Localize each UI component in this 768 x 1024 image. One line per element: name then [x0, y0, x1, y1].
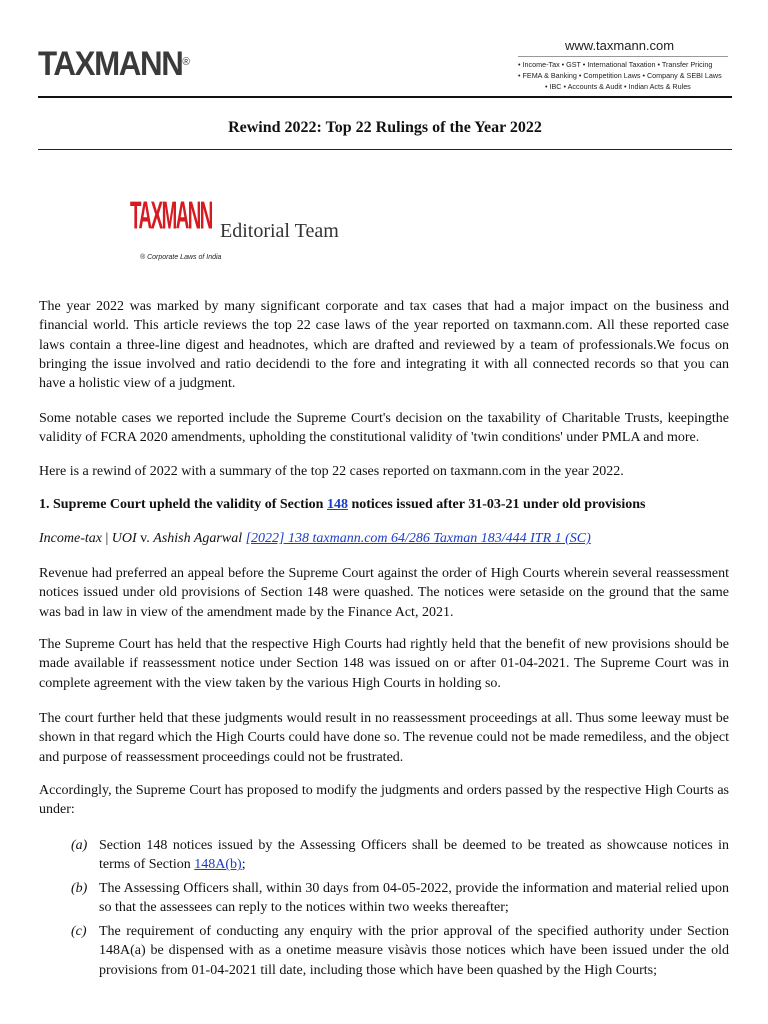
taxmann-red-logo	[130, 194, 222, 266]
practice-areas-line-1: • Income-Tax • GST • International Taxation • Transfer Pricing	[518, 60, 713, 69]
red-logo-text: TAXMANN	[130, 194, 212, 238]
page-title: Rewind 2022: Top 22 Rulings of the Year 2022	[228, 119, 542, 136]
case-1-paragraph-4: Accordingly, the Supreme Court has proposed to modify the judgments and orders passed by the respective High Courts as under:	[39, 783, 729, 818]
divider	[518, 56, 728, 57]
intro-paragraph-1: The year 2022 was marked by many significant corporate and tax cases that had a major impact on the business and financial world. This article reviews the top 22 case laws of the year reported on taxmann.com. All these reported case laws contain a three-line digest and headnotes, which are drafted and reviewed by a team of professionals.We focus on bringing the issue involved and ratio decidendi to the fore and integrating it with all connected records so that you can have a holistic view of a judgment.	[39, 299, 729, 392]
list-label: (b)	[71, 881, 88, 896]
list-text: The requirement of conducting any enquiry with the prior approval of the specified authority under Section 148A(a) be dispensed with as a onetime measure visàvis those notices which have been issued under the old provisions from 01-04-2021 till date, including those which have been quashed by the High Courts;	[99, 924, 729, 978]
practice-areas-line-3: • IBC • Accounts & Audit • Indian Acts & Rules	[545, 82, 691, 91]
author-label: Editorial Team	[220, 220, 339, 242]
list-item	[71, 836, 729, 876]
case-1-heading: 1. Supreme Court upheld the validity of Section 148 notices issued after 31-03-21 under old provisions	[39, 497, 646, 512]
case-1-paragraph-1: Revenue had preferred an appeal before the Supreme Court against the order of High Courts wherein several reassessment notices issued under old provisions of Section 148 were quashed. The notices were setaside on the ground that the same was bad in law in view of the amendment made by the Finance Act, 2021.	[39, 566, 729, 620]
registered-mark: ®	[182, 56, 190, 68]
list-text: The Assessing Officers shall, within 30 days from 04-05-2022, provide the information and material relied upon so that the assessees can reply to the notices within two weeks thereafter;	[99, 881, 729, 916]
case-1-citation: Income-tax | UOI v. Ashish Agarwal [2022] 138 taxmann.com 64/286 Taxman 183/444 ITR 1 (SC)	[39, 531, 591, 546]
taxmann-logo[interactable]	[38, 44, 190, 84]
list-text: Section 148 notices issued by the Assessing Officers shall be deemed to be treated as showcause notices in terms of Section 148A(b);	[99, 838, 729, 873]
site-url[interactable]: www.taxmann.com	[565, 38, 675, 53]
section-148-link[interactable]: 148	[326, 497, 348, 512]
logo-text: TAXMANN	[38, 45, 183, 83]
logo-tagline: ® Corporate Laws of India	[140, 254, 222, 261]
intro-paragraph-2: Some notable cases we reported include the Supreme Court's decision on the taxability of Charitable Trusts, keepingthe validity of FCRA 2020 amendments, upholding the constitutional validity of 'twin conditions' under PMLA and more.	[39, 411, 729, 446]
section-148a-b-link[interactable]: 148A(b)	[194, 857, 242, 873]
title-rule	[38, 149, 732, 150]
practice-areas-line-2: • FEMA & Banking • Competition Laws • Company & SEBI Laws	[518, 71, 722, 80]
citation-link[interactable]: [2022] 138 taxmann.com 64/286 Taxman 183/444 ITR 1 (SC)	[245, 531, 591, 546]
list-item	[71, 922, 729, 982]
intro-paragraph-3: Here is a rewind of 2022 with a summary of the top 22 cases reported on taxmann.com in the year 2022.	[39, 464, 624, 479]
header-rule	[38, 96, 732, 98]
list-label: (c)	[71, 924, 87, 939]
list-label: (a)	[71, 838, 88, 853]
case-1-paragraph-3: The court further held that these judgments would result in no reassessment proceedings at all. Thus some leeway must be shown in that regard which the High Courts could have done so. The revenue could not be made remediless, and the object and purpose of reassessment proceedings could not be frustrated.	[39, 711, 729, 765]
list-item	[71, 879, 729, 919]
case-1-paragraph-2: The Supreme Court has held that the respective High Courts had rightly held that the benefit of new provisions should be made available if reassessment notice under Section 148 was issued on or after 01-04-2021. The Supreme Court was in complete agreement with the view taken by the various High Courts in holding so.	[39, 637, 729, 691]
